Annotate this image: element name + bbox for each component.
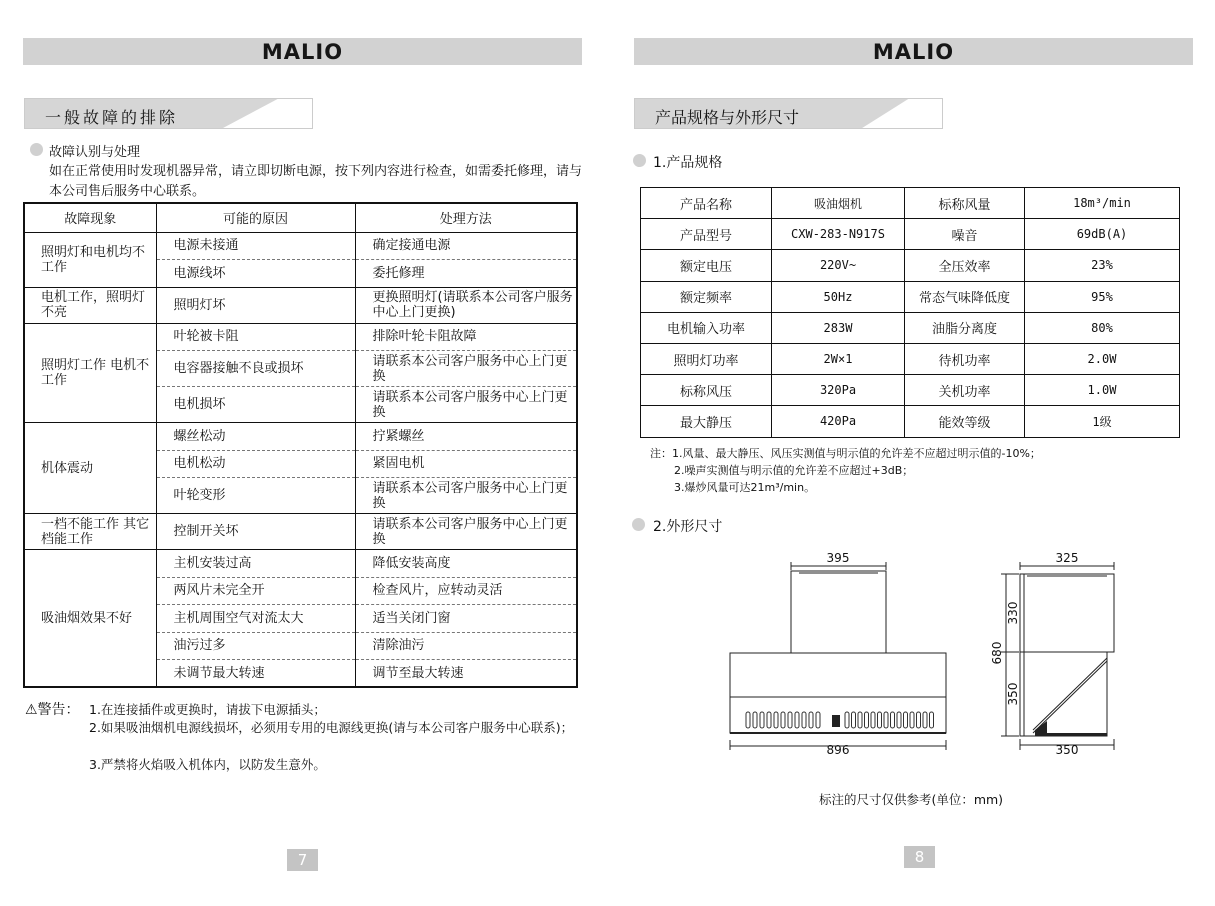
- section-title: 一般故障的排除: [45, 108, 179, 127]
- header-bar: [23, 38, 582, 65]
- side-body: [1020, 652, 1107, 736]
- symptom-cell: 照明灯工作 电机不工作: [24, 323, 156, 423]
- symptom-cell: 机体震动: [24, 423, 156, 514]
- warning-3: 3.严禁将火焰吸入机体内，以防发生意外。: [89, 757, 326, 772]
- symptom-cell: 照明灯和电机均不工作: [24, 232, 156, 287]
- spec-label: 待机功率: [905, 343, 1025, 374]
- spec-label: 常态气味降低度: [905, 281, 1025, 312]
- vent-slot: [816, 712, 820, 728]
- vent-slot: [858, 712, 862, 728]
- cause-cell: 控制开关坏: [156, 514, 355, 550]
- side-glass-panel: [1035, 721, 1107, 736]
- spec-label: 最大静压: [641, 406, 772, 437]
- spec-label: 额定电压: [641, 250, 772, 281]
- dim-side-top: 325: [1055, 551, 1079, 565]
- cause-cell: 油污过多: [156, 632, 355, 660]
- vent-slot: [871, 712, 875, 728]
- spec-value: 2.0W: [1025, 343, 1180, 374]
- spec-value: 320Pa: [772, 375, 905, 406]
- cause-cell: 电机损坏: [156, 387, 355, 423]
- fix-cell: 请联系本公司客户服务中心上门更换: [355, 514, 577, 550]
- vent-slot: [774, 712, 778, 728]
- vent-slot: [802, 712, 806, 728]
- vent-slot: [897, 712, 901, 728]
- brand-logo: MALIO: [872, 39, 955, 64]
- dim-caption: 标注的尺寸仅供参考(单位：mm): [818, 792, 1004, 807]
- spec-value: 283W: [772, 312, 905, 343]
- vent-slot: [917, 712, 921, 728]
- spec-label: 电机输入功率: [641, 312, 772, 343]
- cause-cell: 螺丝松动: [156, 423, 355, 451]
- note-3: 3.爆炒风量可达21m³/min。: [674, 481, 816, 494]
- bullet-icon: [632, 518, 645, 531]
- control-panel-icon: [832, 715, 840, 727]
- dim-front-bottom: 896: [826, 743, 850, 757]
- fix-cell: 拧紧螺丝: [355, 423, 577, 451]
- cause-cell: 未调节最大转速: [156, 660, 355, 688]
- vent-slot: [923, 712, 927, 728]
- spec-row: [641, 406, 1180, 437]
- bullet-icon: [30, 143, 43, 156]
- column-header: 处理方法: [355, 203, 577, 232]
- spec-value: 吸油烟机: [772, 188, 905, 219]
- symptom-cell: 电机工作，照明灯不亮: [24, 287, 156, 323]
- cause-cell: 电源线坏: [156, 260, 355, 288]
- bullet-icon: [633, 154, 646, 167]
- header-bar: [634, 38, 1193, 65]
- table-row: [24, 423, 577, 451]
- vent-slot: [904, 712, 908, 728]
- table-row: [24, 287, 577, 323]
- dim-side-total: 680: [990, 641, 1004, 665]
- spec-label: 产品名称: [641, 188, 772, 219]
- spec-row: [641, 281, 1180, 312]
- vent-slot: [781, 712, 785, 728]
- spec-value: 80%: [1025, 312, 1180, 343]
- fix-cell: 委托修理: [355, 260, 577, 288]
- fix-cell: 确定接通电源: [355, 232, 577, 260]
- vent-slot: [878, 712, 882, 728]
- table-row: [24, 550, 577, 578]
- vent-slot: [746, 712, 750, 728]
- dim-front-top: 395: [826, 551, 850, 565]
- cause-cell: 主机安装过高: [156, 550, 355, 578]
- spec-row: [641, 343, 1180, 374]
- fix-cell: 清除油污: [355, 632, 577, 660]
- spec-value: 50Hz: [772, 281, 905, 312]
- table-row: [24, 323, 577, 351]
- right-page: [607, 0, 1215, 906]
- spec-row: [641, 312, 1180, 343]
- fix-cell: 降低安装高度: [355, 550, 577, 578]
- fix-cell: 检查风片，应转动灵活: [355, 577, 577, 605]
- dim-side-bottom: 350: [1055, 743, 1079, 757]
- spec-value: 220V~: [772, 250, 905, 281]
- dim-side-upper: 330: [1006, 601, 1020, 625]
- spec-label: 油脂分离度: [905, 312, 1025, 343]
- page-number: 7: [287, 849, 318, 871]
- spec-label: 全压效率: [905, 250, 1025, 281]
- spec-row: [641, 219, 1180, 250]
- vent-slot: [753, 712, 757, 728]
- spec-value: 23%: [1025, 250, 1180, 281]
- vent-slot: [930, 712, 934, 728]
- column-header: 故障现象: [24, 203, 156, 232]
- spec-row: [641, 375, 1180, 406]
- table-row: [24, 514, 577, 550]
- vent-slot: [852, 712, 856, 728]
- fix-cell: 适当关闭门窗: [355, 605, 577, 633]
- left-page: [0, 0, 607, 906]
- spec-table: [640, 187, 1180, 438]
- cause-cell: 电容器接触不良或损坏: [156, 351, 355, 387]
- intro-text: 如在正常使用时发现机器异常，请立即切断电源，按下列内容进行检查，如需委托修理，请与本公司售后服务中心联系。: [49, 164, 583, 199]
- spec-value: 18m³/min: [1025, 188, 1180, 219]
- cause-cell: 电源未接通: [156, 232, 355, 260]
- sub-title: 故障认别与处理: [49, 145, 141, 160]
- fix-cell: 请联系本公司客户服务中心上门更换: [355, 478, 577, 514]
- note-2: 2.噪声实测值与明示值的允许差不应超过+3dB；: [674, 464, 914, 477]
- symptom-cell: 一档不能工作 其它档能工作: [24, 514, 156, 550]
- vent-slot: [865, 712, 869, 728]
- cause-cell: 叶轮被卡阻: [156, 323, 355, 351]
- note-1: 注：1.风量、最大静压、风压实测值与明示值的允许差不应超过明示值的-10%；: [650, 447, 1041, 460]
- side-chimney: [1020, 574, 1114, 652]
- fix-cell: 更换照明灯(请联系本公司客户服务中心上门更换): [355, 287, 577, 323]
- fix-cell: 排除叶轮卡阻故障: [355, 323, 577, 351]
- spec-value: 95%: [1025, 281, 1180, 312]
- spec-label: 标称风压: [641, 375, 772, 406]
- spec-label: 额定频率: [641, 281, 772, 312]
- vent-slot: [788, 712, 792, 728]
- spec-row: [641, 188, 1180, 219]
- dim-title: 2.外形尺寸: [653, 519, 723, 535]
- symptom-cell: 吸油烟效果不好: [24, 550, 156, 688]
- spec-label: 照明灯功率: [641, 343, 772, 374]
- page-number: 8: [904, 846, 935, 868]
- column-header: 可能的原因: [156, 203, 355, 232]
- cause-cell: 电机松动: [156, 450, 355, 478]
- spec-value: 420Pa: [772, 406, 905, 437]
- spec-value: 1级: [1025, 406, 1180, 437]
- fix-cell: 紧固电机: [355, 450, 577, 478]
- vent-slot: [845, 712, 849, 728]
- spec-value: 2W×1: [772, 343, 905, 374]
- fix-cell: 请联系本公司客户服务中心上门更换: [355, 351, 577, 387]
- cause-cell: 主机周围空气对流太大: [156, 605, 355, 633]
- spec-label: 噪音: [905, 219, 1025, 250]
- spec-value: 1.0W: [1025, 375, 1180, 406]
- vent-slot: [910, 712, 914, 728]
- spec-value: CXW-283-N917S: [772, 219, 905, 250]
- spec-label: 能效等级: [905, 406, 1025, 437]
- spec-label: 标称风量: [905, 188, 1025, 219]
- cause-cell: 两风片未完全开: [156, 577, 355, 605]
- dimension-drawing: [607, 540, 1215, 770]
- section-header: [24, 98, 313, 129]
- spec-title: 1.产品规格: [653, 155, 723, 171]
- table-row: [24, 232, 577, 260]
- spec-value: 69dB(A): [1025, 219, 1180, 250]
- vent-slot: [809, 712, 813, 728]
- fix-cell: 调节至最大转速: [355, 660, 577, 688]
- cause-cell: 照明灯坏: [156, 287, 355, 323]
- front-chimney: [791, 571, 886, 653]
- spec-row: [641, 250, 1180, 281]
- vent-slot: [884, 712, 888, 728]
- dim-side-lower: 350: [1006, 682, 1020, 706]
- spec-label: 关机功率: [905, 375, 1025, 406]
- fault-table: [23, 202, 578, 688]
- vent-slot: [767, 712, 771, 728]
- warning-label: ⚠警告：: [25, 702, 80, 718]
- vent-slot: [891, 712, 895, 728]
- brand-logo: MALIO: [261, 39, 344, 64]
- warning-1: 1.在连接插件或更换时，请拔下电源插头；: [89, 702, 326, 717]
- vent-slot: [795, 712, 799, 728]
- fix-cell: 请联系本公司客户服务中心上门更换: [355, 387, 577, 423]
- cause-cell: 叶轮变形: [156, 478, 355, 514]
- spec-label: 产品型号: [641, 219, 772, 250]
- section-header: [634, 98, 943, 129]
- warning-2: 2.如果吸油烟机电源线损坏，必须用专用的电源线更换(请与本公司客户服务中心联系)；: [89, 720, 574, 735]
- section-title: 产品规格与外形尺寸: [655, 108, 800, 127]
- vent-slot: [760, 712, 764, 728]
